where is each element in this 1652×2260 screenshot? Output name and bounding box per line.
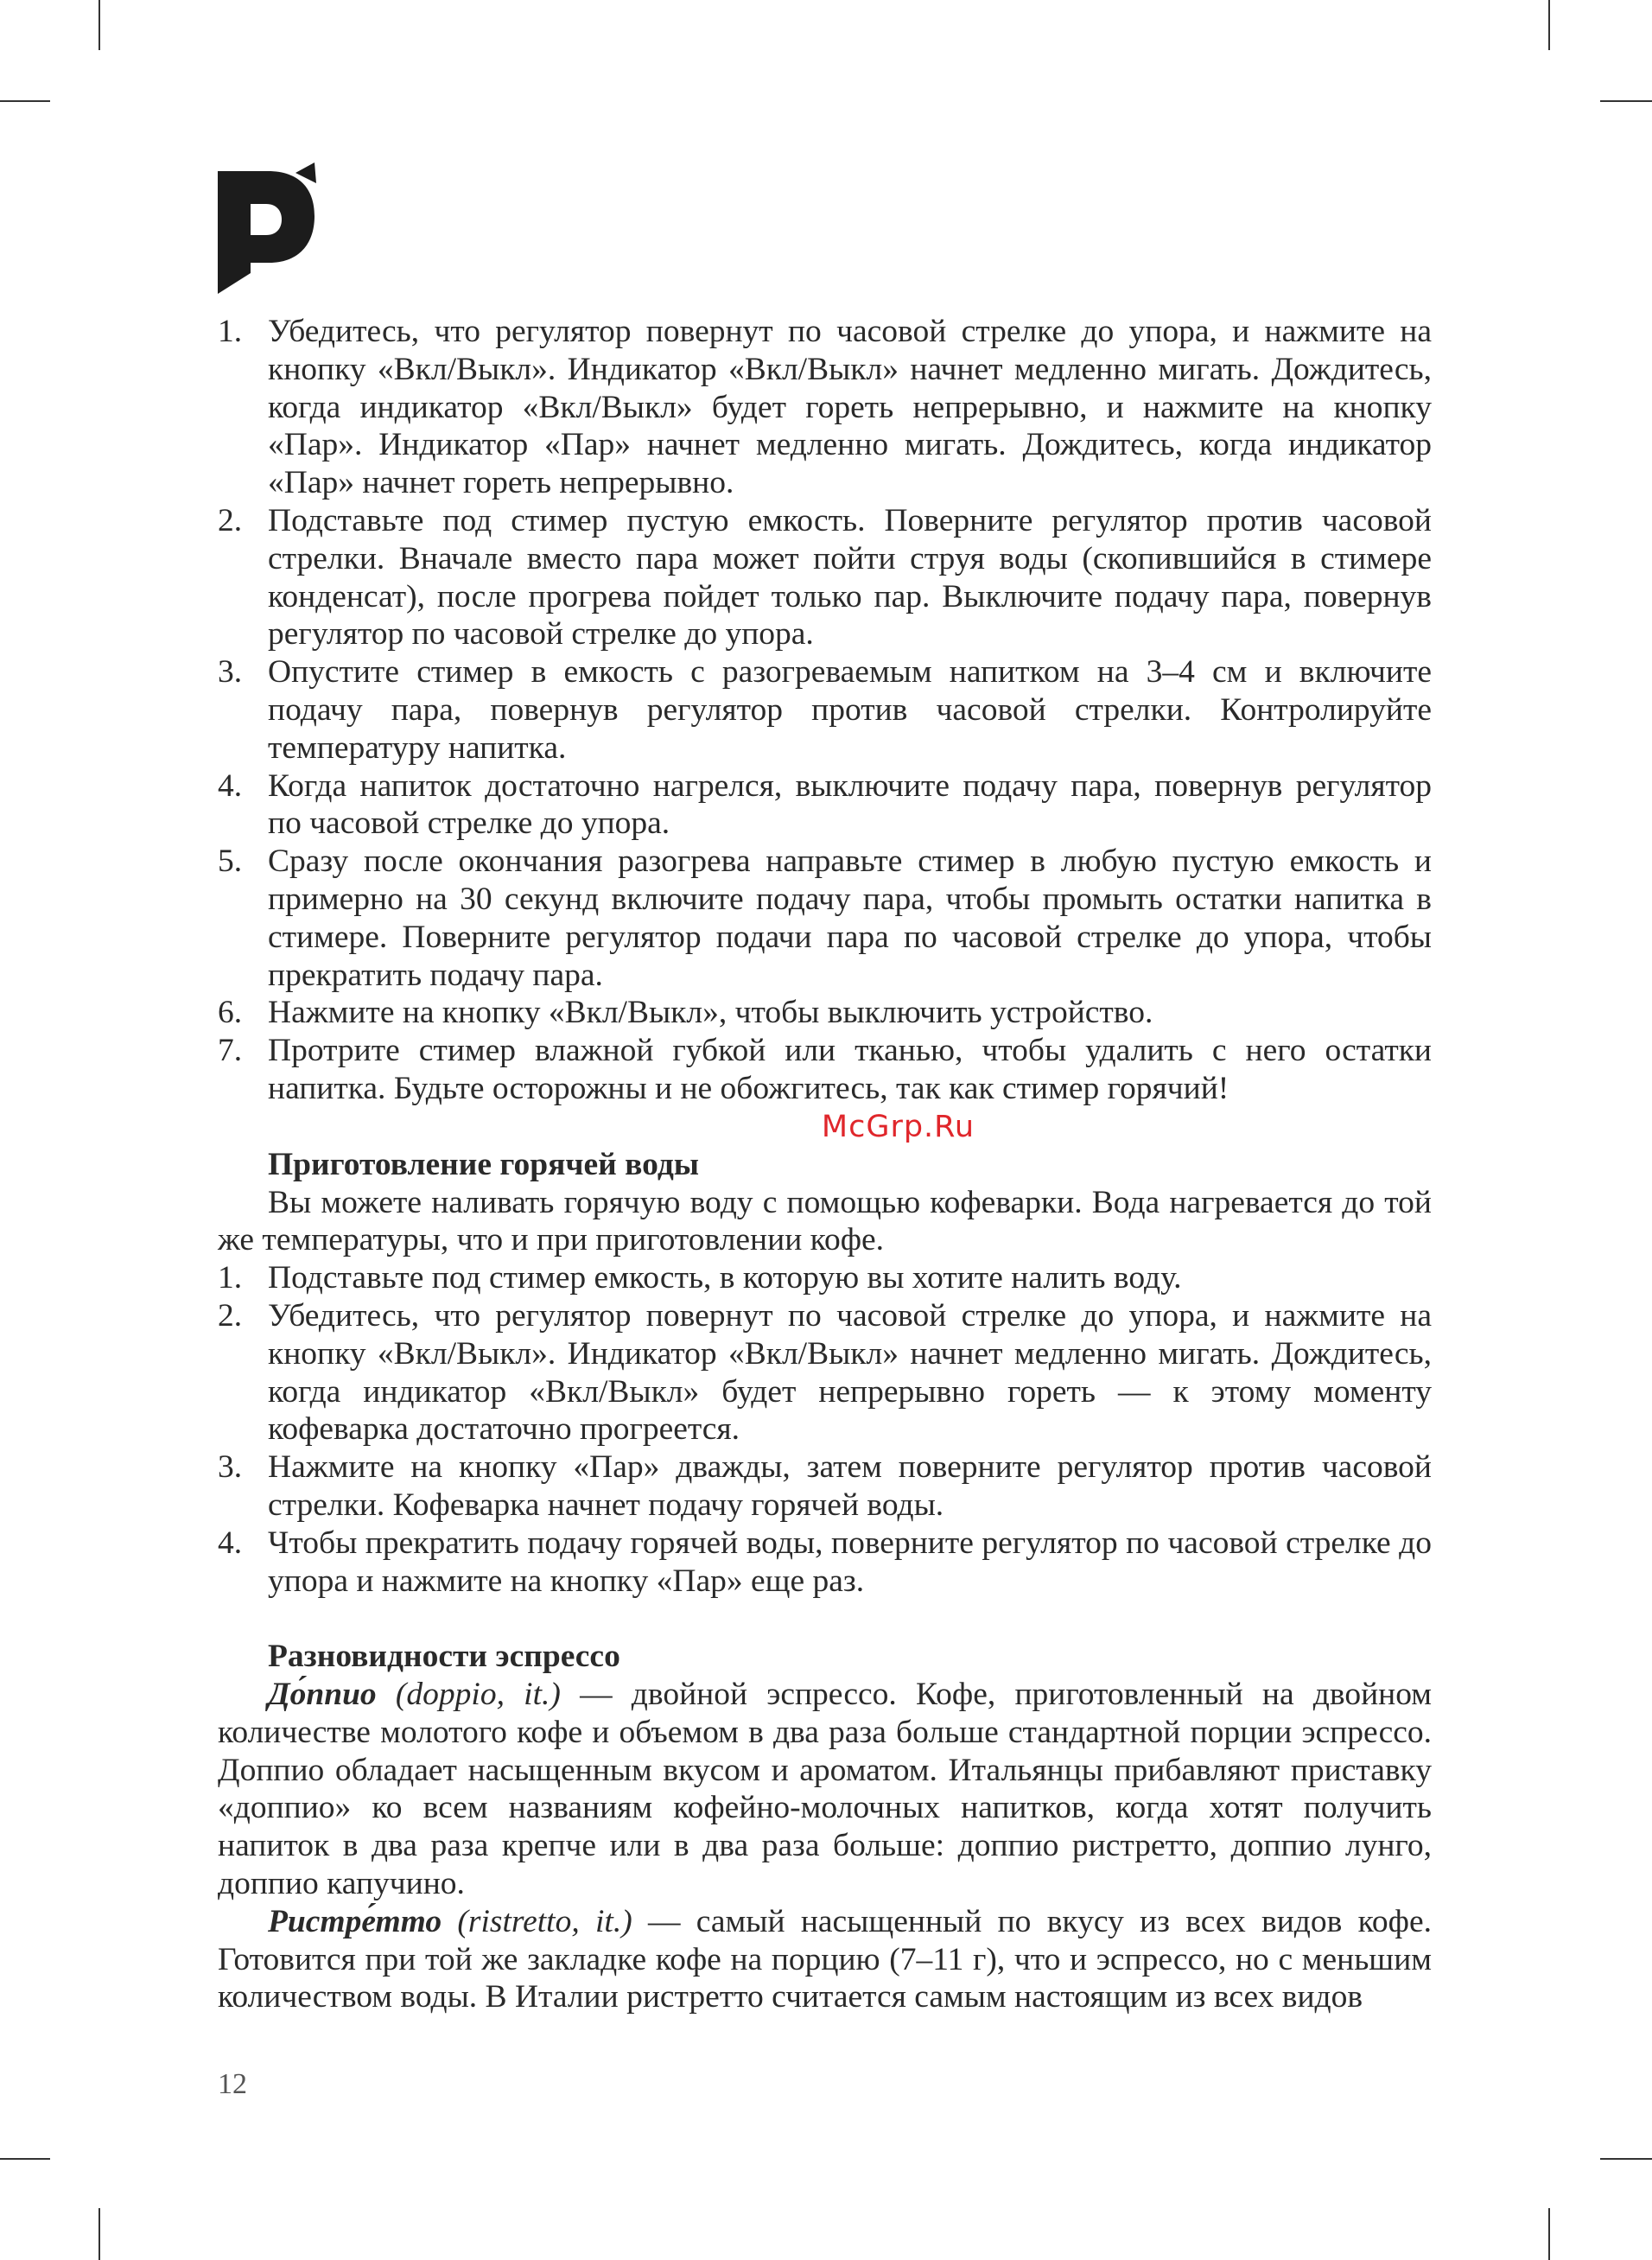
section-spacer (218, 1600, 1432, 1638)
crop-mark (0, 100, 50, 102)
crop-mark (98, 0, 100, 50)
list-item: 3. Опустите стимер в емкость с разогреваемым напитком на 3–4 см и включите подачу пара, повернув регулятор против часовой стрелки. Контролируйте температуру напитка. (218, 654, 1432, 766)
list-item: 4. Когда напиток достаточно нагрелся, выключите подачу пара, повернув регулятор по часовой стрелке до упора. (218, 767, 1432, 842)
crop-mark (98, 2208, 100, 2260)
ristretto-term: Ристре́тто (268, 1903, 442, 1939)
list-item-text: Убедитесь, что регулятор повернут по часовой стрелке до упора, и нажмите на кнопку «Вкл/Выкл». Индикатор «Вкл/Выкл» начнет медленно мигать. Дождитесь, когда индикатор «Вкл/Выкл» будет непрерывно гореть — к этому моменту кофеварка достаточно прогреется. (268, 1297, 1432, 1448)
list-item-text: Подставьте под стимер пустую емкость. Поверните регулятор против часовой стрелки. Вначале вместо пара может пойти струя воды (скопившийся в стимере конденсат), после прогрева пойдет только пар. Выключите подачу пара, повернув регулятор по часовой стрелке до упора. (268, 502, 1432, 653)
page-content (218, 313, 1432, 2016)
list-item: 7. Протрите стимер влажной губкой или тканью, чтобы удалить с него остатки напитка. Будьте осторожны и не обожгитесь, так как стимер горячий! (218, 1033, 1432, 1106)
list-item: 6. Нажмите на кнопку «Вкл/Выкл», чтобы выключить устройство. (218, 995, 1153, 1031)
list-item-text: Нажмите на кнопку «Пар» дважды, затем поверните регулятор против часовой стрелки. Кофеварка начнет подачу горячей воды. (268, 1449, 1432, 1523)
crop-mark (1600, 100, 1652, 102)
list-item-text: Нажмите на кнопку «Вкл/Выкл», чтобы выключить устройство. (268, 995, 1153, 1031)
doppio-text: — двойной эспрессо. Кофе, приготовленный на двойном количестве молотого кофе и объемом в два раза больше стандартной порции эспрессо. Доппио обладает насыщенным вкусом и ароматом. Итальянцы прибавляют приставку «доппио» ко всем названиям кофейно-молочных напитков, когда хотят получить напиток в два раза крепче или в два раза больше: доппио ристретто, доппио лунго, доппио капучино. (218, 1677, 1432, 1902)
crop-mark (1600, 2158, 1652, 2160)
watermark-link[interactable]: McGrp.Ru (821, 1109, 975, 1144)
list-item-text: Протрите стимер влажной губкой или тканью, чтобы удалить с него остатки напитка. Будьте осторожны и не обожгитесь, так как стимер горячий! (268, 1033, 1432, 1106)
section-heading-espresso: Разновидности эспрессо (268, 1639, 620, 1675)
list-item-text: Чтобы прекратить подачу горячей воды, поверните регулятор по часовой стрелке до упора и нажмите на кнопку «Пар» еще раз. (268, 1525, 1432, 1599)
list-item: 1. Убедитесь, что регулятор повернут по часовой стрелке до упора, и нажмите на кнопку «Вкл/Выкл». Индикатор «Вкл/Выкл» начнет медленно мигать. Дождитесь, когда индикатор «Вкл/Выкл» будет гореть непрерывно, и нажмите на кнопку «Пар». Индикатор «Пар» начнет медленно мигать. Дождитесь, когда индикатор «Пар» начнет гореть непрерывно. (218, 314, 1432, 501)
ristretto-text: — самый насыщенный по вкусу из всех видов кофе. Готовится при той же закладке кофе на порцию (7–11 г), что и эспрессо, но с меньшим количеством воды. В Италии ристретто считается самым настоящим из всех видов (218, 1903, 1433, 2015)
steamer-steps-list (218, 313, 1432, 1108)
ristretto-paragraph (218, 1903, 1432, 2016)
list-item: 2. Подставьте под стимер пустую емкость. Поверните регулятор против часовой стрелки. Вначале вместо пара может пойти струя воды (скопившийся в стимере конденсат), после прогрева пойдет только пар. Выключите подачу пара, повернув регулятор по часовой стрелке до упора. (218, 502, 1432, 653)
list-item: 1. Подставьте под стимер емкость, в которую вы хотите налить воду. (218, 1260, 1182, 1296)
hot-water-steps-list (218, 1259, 1432, 1600)
doppio-latin: (doppio, it.) (395, 1677, 561, 1713)
list-item-text: Убедитесь, что регулятор повернут по часовой стрелке до упора, и нажмите на кнопку «Вкл/Выкл». Индикатор «Вкл/Выкл» начнет медленно мигать. Дождитесь, когда индикатор «Вкл/Выкл» будет гореть непрерывно, и нажмите на кнопку «Пар». Индикатор «Пар» начнет медленно мигать. Дождитесь, когда индикатор «Пар» начнет гореть непрерывно. (268, 314, 1432, 501)
list-item: 2. Убедитесь, что регулятор повернут по часовой стрелке до упора, и нажмите на кнопку «Вкл/Выкл». Индикатор «Вкл/Выкл» начнет медленно мигать. Дождитесь, когда индикатор «Вкл/Выкл» будет непрерывно гореть — к этому моменту кофеварка достаточно прогреется. (218, 1297, 1432, 1448)
crop-mark (1548, 2208, 1550, 2260)
hot-water-intro: Вы можете наливать горячую воду с помощью кофеварки. Вода нагревается до той же температуры, что и при приготовлении кофе. (218, 1184, 1432, 1258)
list-item: 5. Сразу после окончания разогрева направьте стимер в любую пустую емкость и примерно на 30 секунд включите подачу пара, чтобы промыть остатки напитка в стимере. Поверните регулятор подачи пара по часовой стрелке до упора, чтобы прекратить подачу пара. (218, 844, 1432, 993)
list-item: 4. Чтобы прекратить подачу горячей воды, поверните регулятор по часовой стрелке до упора и нажмите на кнопку «Пар» еще раз. (218, 1525, 1432, 1599)
brand-logo-icon (216, 162, 320, 294)
crop-mark (0, 2158, 50, 2160)
list-item-text: Опустите стимер в емкость с разогреваемым напитком на 3–4 см и включите подачу пара, повернув регулятор против часовой стрелки. Контролируйте температуру напитка. (268, 654, 1432, 766)
doppio-paragraph (218, 1676, 1432, 1903)
doppio-term: До́ппио (268, 1677, 377, 1713)
list-item: 3. Нажмите на кнопку «Пар» дважды, затем поверните регулятор против часовой стрелки. Кофеварка начнет подачу горячей воды. (218, 1449, 1432, 1523)
list-item-text: Когда напиток достаточно нагрелся, выключите подачу пара, повернув регулятор по часовой стрелке до упора. (268, 767, 1432, 842)
section-heading-hot-water: Приготовление горячей воды (268, 1146, 700, 1182)
page-number: 12 (218, 2068, 247, 2100)
list-item-text: Сразу после окончания разогрева направьте стимер в любую пустую емкость и примерно на 30 секунд включите подачу пара, чтобы промыть остатки напитка в стимере. Поверните регулятор подачи пара по часовой стрелке до упора, чтобы прекратить подачу пара. (268, 844, 1432, 993)
list-item-text: Подставьте под стимер емкость, в которую вы хотите налить воду. (268, 1260, 1182, 1296)
ristretto-latin: (ristretto, it.) (457, 1903, 632, 1939)
crop-mark (1548, 0, 1550, 50)
